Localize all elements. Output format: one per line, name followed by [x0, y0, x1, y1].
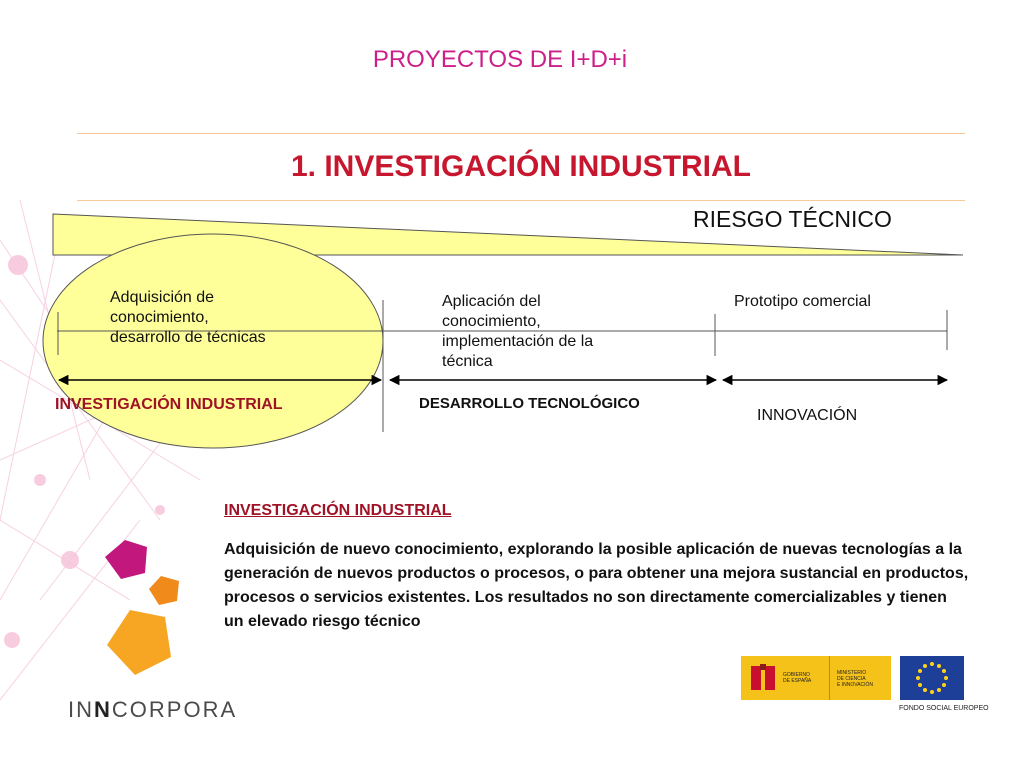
stage-1-description: Adquisición de conocimiento, desarrollo de técnicas: [110, 289, 266, 346]
phase-1-label: INVESTIGACIÓN INDUSTRIAL: [55, 396, 283, 413]
logo-orange-small-pentagon: [149, 576, 179, 605]
definition-heading: INVESTIGACIÓN INDUSTRIAL: [224, 502, 452, 519]
inncorpora-wordmark: INNCORPORA: [68, 697, 238, 722]
stage-2-description: Aplicación del conocimiento, implementación de la técnica: [442, 293, 594, 370]
page-title: 1. INVESTIGACIÓN INDUSTRIAL: [290, 150, 752, 183]
phase-2-label: DESARROLLO TECNOLÓGICO: [419, 395, 640, 412]
risk-label: RIESGO TÉCNICO: [693, 206, 892, 232]
page-pretitle: PROYECTOS DE I+D+i: [372, 46, 628, 73]
logo-divider: [829, 656, 830, 700]
fse-label: FONDO SOCIAL EUROPEO: [899, 705, 989, 712]
phase-3-label: INNOVACIÓN: [757, 407, 858, 424]
ministry-logo: [741, 656, 891, 700]
government-text: GOBIERNO DE ESPAÑA: [783, 672, 812, 684]
spain-coat-of-arms-icon: [747, 662, 779, 694]
definition-body: Adquisición de nuevo conocimiento, explorando la posible aplicación de nuevas tecnologías a la generación de nuevos productos o procesos, o para obtener una mejora sustancial en productos, procesos o servicios existentes. Los resultados no son directamente comercializables y tienen un elevado riesgo técnico: [224, 541, 969, 630]
inncorpora-logo-mark: [95, 535, 215, 695]
logo-orange-large-pentagon: [107, 610, 171, 675]
logo-magenta-pentagon: [105, 540, 147, 579]
eu-flag-icon: [900, 656, 964, 700]
stage-3-description: Prototipo comercial: [734, 293, 871, 310]
ministry-text: MINISTERIO DE CIENCIA E INNOVACIÓN: [837, 670, 874, 688]
